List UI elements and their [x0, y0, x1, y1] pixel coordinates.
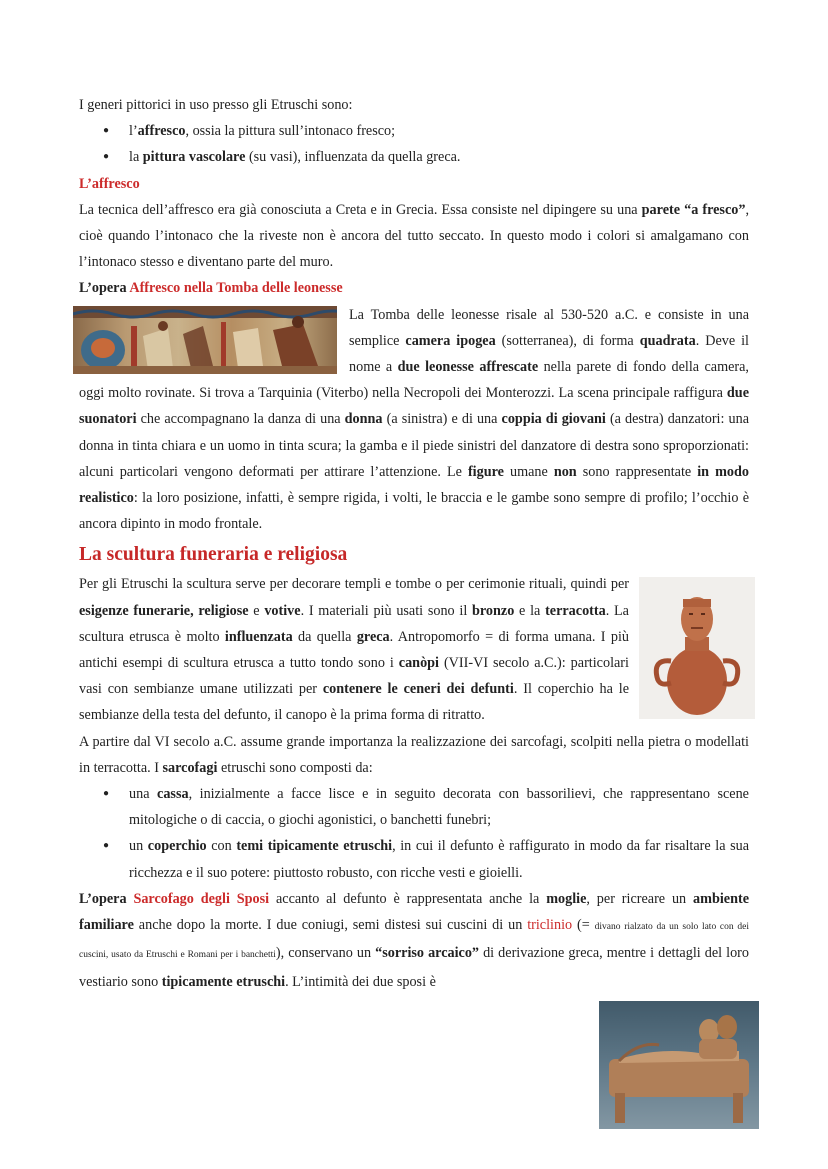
sarcofagi-paragraph: A partire dal VI secolo a.C. assume grande importanza la realizzazione dei sarcofagi, scolpiti nella pietra o modellati in terracotta. I sarcofagi etruschi sono composti da:: [79, 733, 749, 776]
list-item: ● l’affresco, ossia la pittura sull’intonaco fresco;: [79, 118, 749, 144]
opera-line-leonesse: L’opera Affresco nella Tomba delle leonesse: [79, 280, 343, 297]
intro-text: I generi pittorici in uso presso gli Etruschi sono:: [79, 97, 353, 113]
leonesse-paragraph: La Tomba delle leonesse risale al 530-520 a.C. e consiste in una semplice camera ipogea (sotterranea), di forma quadrata. Deve il nome a due leonesse affrescate nella parete di fondo della camera, oggi molto rovinate. Si trova a Tarquinia (Viterbo) nella Necropoli dei Monterozzi. La scena principale raffigura due suonatori che accompagnano la danza di una donna (a sinistra) e di una coppia di giovani (a destra) danzatori: una donna in tinta chiara e un uomo in tinta scura; la gamba e il piede sinistri del danzatore di destra sono sproporzionati: alcuni particolari vengono deformati per attirare l’attenzione. Le figure umane non sono rappresentate in modo realistico: la loro posizione, infatti, è sempre rigida, i volti, le braccia e le gambe sono sempre di profilo; l’occhio è ancora dipinto in modo frontale.: [79, 306, 749, 533]
scultura-paragraph: Per gli Etruschi la scultura serve per decorare templi e tombe o per cerimonie rituali, quindi per esigenze funerarie, religiose e votive. I materiali più usati sono il bronzo e la terracotta. La scultura etrusca è molto influenzata da quella greca. Antropomorfo = di forma umana. I più antichi esempi di scultura etrusca a tutto tondo sono i canòpi (VII-VI secolo a.C.): particolari vasi con sembianze umane utilizzati per contenere le ceneri dei defunti. Il coperchio ha le sembianze della testa del defunto, il canopo è la prima forma di ritratto.: [79, 576, 630, 724]
section-heading-affresco: L’affresco: [79, 175, 140, 192]
sposi-paragraph: L’opera Sarcofago degli Sposi accanto al defunto è rappresentata anche la moglie, per ricreare un ambiente familiare anche dopo la morte. I due coniugi, semi distesi sui cuscini di un triclinio (= divano rialzato da un solo lato con dei cuscini, usato da Etruschi e Romani per i banchetti), conservano un “sorriso arcaico” di derivazione greca, mentre i dettagli del loro vestiario sono tipicamente etruschi. L’intimità dei due sposi è: [79, 890, 749, 990]
section-heading-scultura: La scultura funeraria e religiosa: [79, 544, 348, 566]
painting-genres-list: [79, 118, 749, 170]
list-item: ● un coperchio con temi tipicamente etruschi, in cui il defunto è raffigurato in modo da far risaltare la sua ricchezza e il suo potere: piuttosto robusto, con ricche vesti e gioielli.: [79, 833, 749, 885]
list-item: ● la pittura vascolare (su vasi), influenzata da quella greca.: [79, 144, 749, 170]
fresco-tomb-lionesses-image: [73, 306, 337, 374]
affresco-paragraph: La tecnica dell’affresco era già conosciuta a Creta e in Grecia. Essa consiste nel dipingere su una parete “a fresco”, cioè quando l’intonaco che la riveste non è ancora del tutto seccato. In questo modo i colori si amalgamano con l’intonaco stesso e diventano parte del muro.: [79, 201, 749, 271]
canopic-vase-image: [639, 577, 755, 719]
sarcofagi-list: [79, 781, 749, 886]
document-page: [79, 92, 749, 1129]
list-item: ● una cassa, inizialmente a facce lisce e in seguito decorata con bassorilievi, che rappresentano scene mitologiche o di caccia, o giochi agonistici, o banchetti funebri;: [79, 781, 749, 833]
sarcophagus-spouses-image: [599, 1001, 759, 1129]
